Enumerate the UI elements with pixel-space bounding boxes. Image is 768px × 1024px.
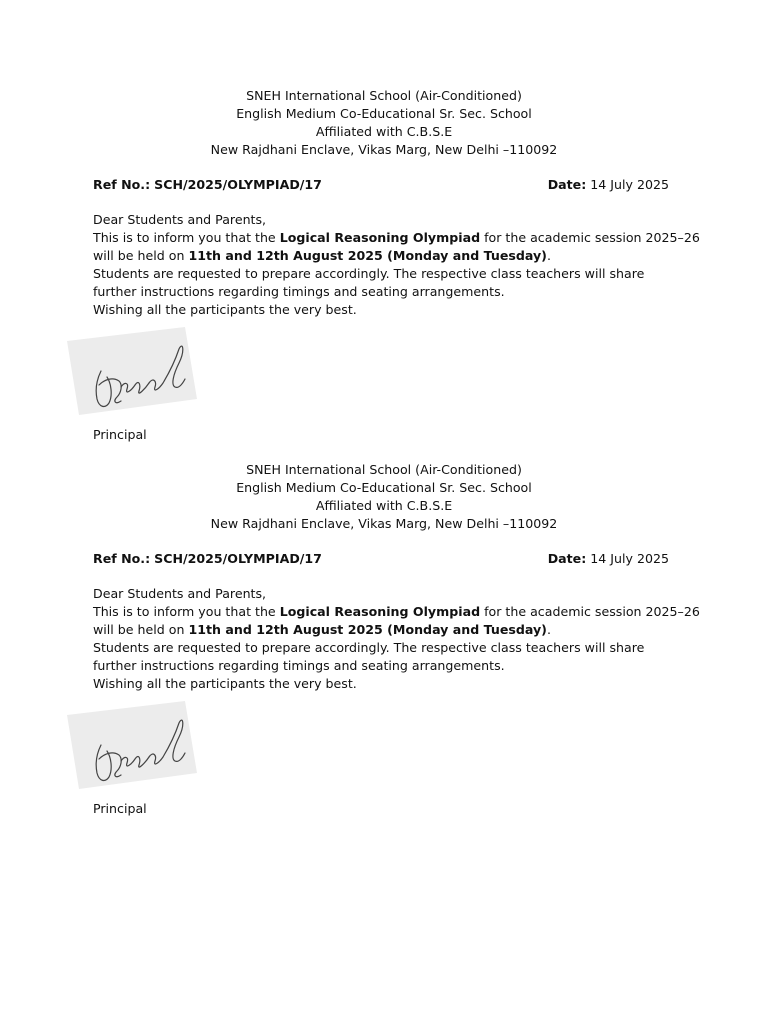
school-header [0,461,768,533]
body-line-1 [93,229,700,247]
line2-pre: will be held on [93,248,189,263]
signature-image [67,327,197,417]
school-address: New Rajdhani Enclave, Vikas Marg, New Delhi –110092 [210,142,558,157]
school-medium: English Medium Co-Educational Sr. Sec. School [236,106,532,121]
notice-date [548,176,669,194]
salutation: Dear Students and Parents, [93,586,267,601]
ref-value: SCH/2025/OLYMPIAD/17 [154,177,322,192]
body-line-5: Wishing all the participants the very best. [93,302,357,317]
school-name: SNEH International School (Air-Conditioned) [246,88,522,103]
salutation: Dear Students and Parents, [93,212,267,227]
line2-post: . [546,622,551,637]
school-address: New Rajdhani Enclave, Vikas Marg, New Delhi –110092 [210,516,558,531]
ref-label: Ref No.: [93,177,151,192]
line1-pre: This is to inform you that the [93,230,280,245]
notice-body [93,211,700,319]
line1-post: for the academic session 2025–26 [480,230,700,245]
ref-label: Ref No.: [93,551,151,566]
school-affiliation: Affiliated with C.B.S.E [315,498,453,513]
olympiad-name: Logical Reasoning Olympiad [279,230,481,245]
line2-post: . [546,248,551,263]
date-label: Date: [547,177,587,192]
school-affiliation: Affiliated with C.B.S.E [315,124,453,139]
body-line-3: Students are requested to prepare accordingly. The respective class teachers will share [93,640,645,655]
olympiad-name: Logical Reasoning Olympiad [279,604,481,619]
olympiad-dates: 11th and 12th August 2025 (Monday and Tuesday) [188,622,547,637]
notice-2 [0,461,768,831]
signature-image [67,701,197,791]
signatory-title: Principal [93,801,147,816]
line1-post: for the academic session 2025–26 [480,604,700,619]
reference-number [93,176,322,194]
school-medium: English Medium Co-Educational Sr. Sec. School [236,480,532,495]
line2-pre: will be held on [93,622,189,637]
signatory-title: Principal [93,427,147,442]
ref-value: SCH/2025/OLYMPIAD/17 [154,551,322,566]
body-line-5: Wishing all the participants the very best. [93,676,357,691]
date-value: 14 July 2025 [590,551,669,566]
date-value: 14 July 2025 [590,177,669,192]
principal-signature [67,327,197,417]
school-header [0,87,768,159]
body-line-2 [93,247,693,265]
date-label: Date: [547,551,587,566]
notice-date [548,550,669,568]
line1-pre: This is to inform you that the [93,604,280,619]
olympiad-dates: 11th and 12th August 2025 (Monday and Tuesday) [188,248,547,263]
body-line-4: further instructions regarding timings and seating arrangements. [93,284,505,299]
school-name: SNEH International School (Air-Conditioned) [246,462,522,477]
principal-signature [67,701,197,791]
body-line-2 [93,621,693,639]
notice-body [93,585,700,693]
body-line-1 [93,603,700,621]
notice-1 [0,87,768,457]
reference-number [93,550,322,568]
body-line-4: further instructions regarding timings and seating arrangements. [93,658,505,673]
body-line-3: Students are requested to prepare accordingly. The respective class teachers will share [93,266,645,281]
